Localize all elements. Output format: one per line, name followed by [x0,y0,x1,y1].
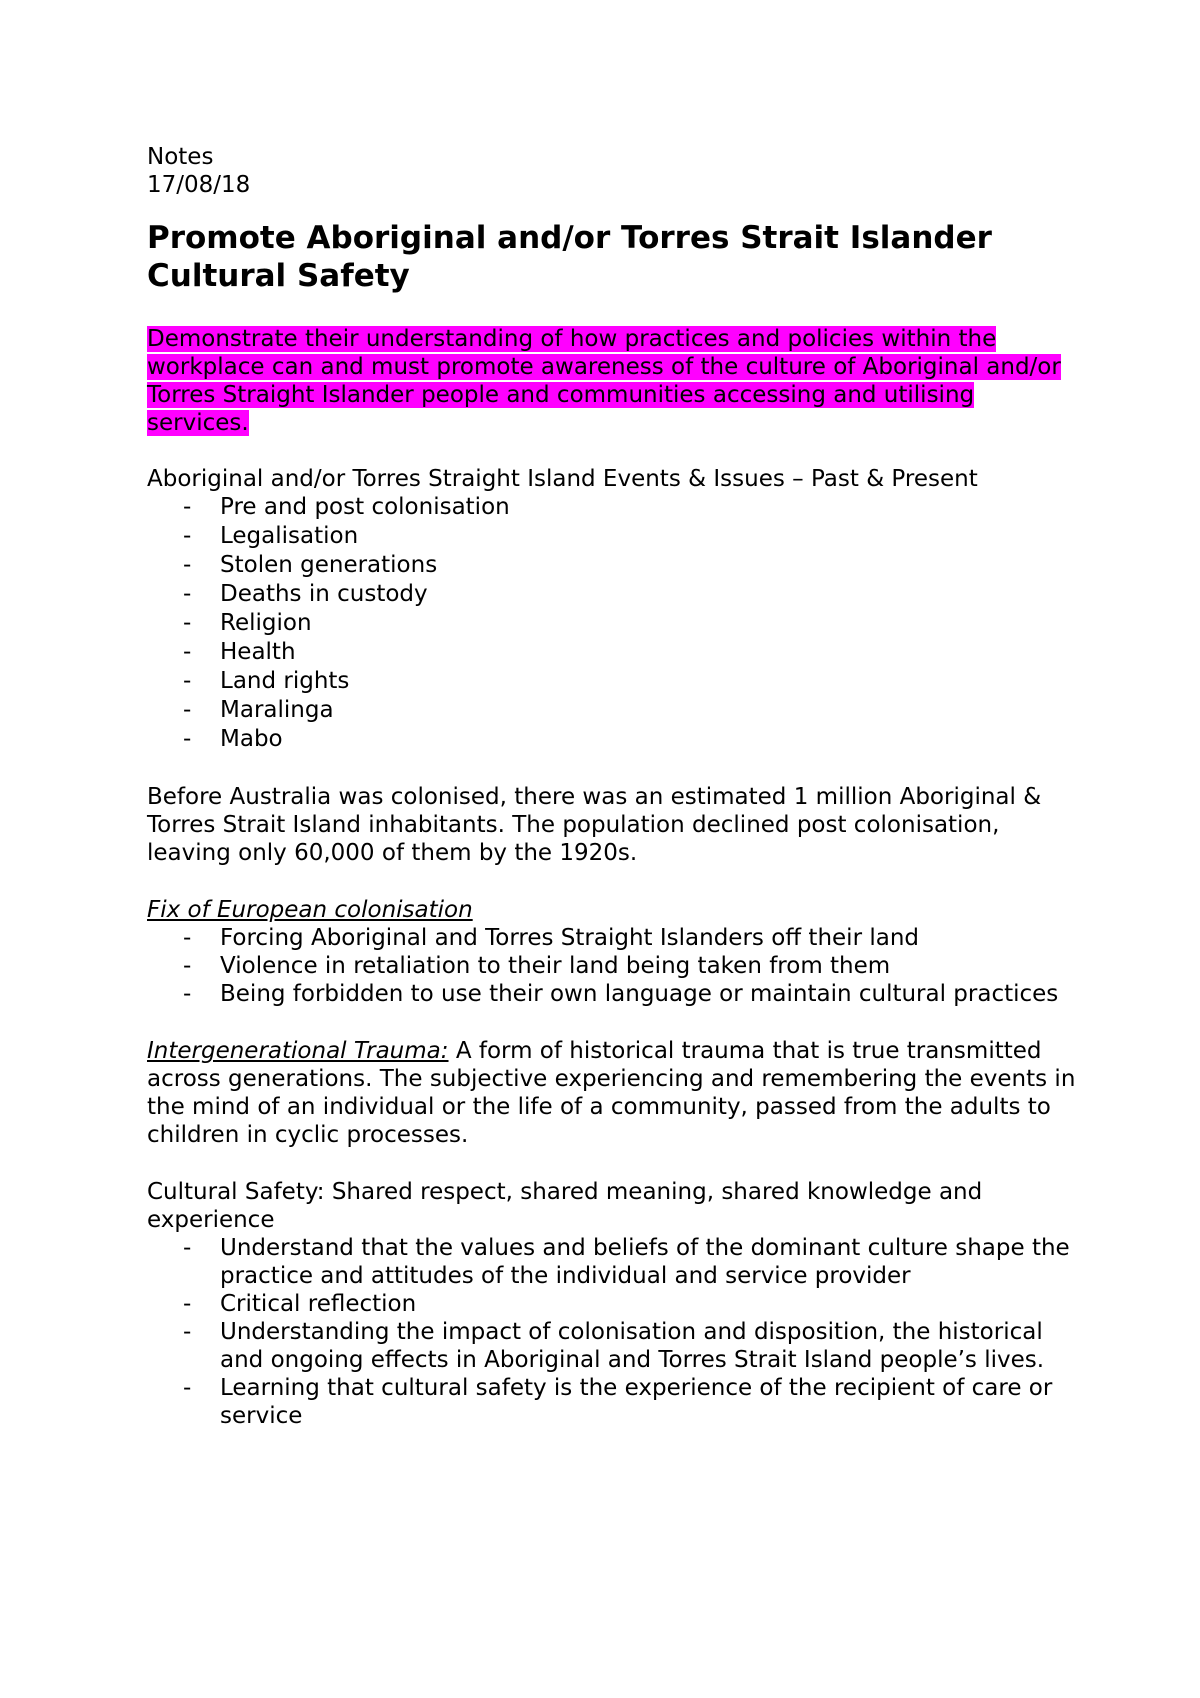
list-item-text: Pre and post colonisation [220,494,510,520]
list-item-text: Learning that cultural safety is the experience of the recipient of care or service [220,1375,1053,1429]
cultural-safety-heading: Cultural Safety: Shared respect, shared meaning, shared knowledge and experience [147,1179,983,1233]
population-paragraph: Before Australia was colonised, there was an estimated 1 million Aboriginal & Torres Strait Island inhabitants. The population declined post colonisation, leaving only 60,000 of them by the 1920s. [147,784,1042,866]
list-dash: - [183,925,192,951]
colonisation-list [147,924,1077,1008]
list-item-text: Maralinga [220,697,334,723]
list-item-text: Violence in retaliation to their land being taken from them [220,953,891,979]
list-dash: - [183,1291,192,1317]
list-dash: - [183,981,192,1007]
list-item [183,1290,1077,1318]
colonisation-heading [147,896,1077,924]
list-item-text: Forcing Aboriginal and Torres Straight Islanders off their land [220,925,919,951]
list-item [183,493,1077,522]
list-item [183,667,1077,696]
colonisation-heading-text: Fix of European colonisation [147,897,473,923]
list-dash: - [183,1375,192,1401]
list-dash: - [183,668,192,694]
list-item [183,1318,1077,1374]
list-item-text: Deaths in custody [220,581,428,607]
list-item-text: Stolen generations [220,552,438,578]
cultural-safety-list [147,1234,1077,1430]
list-item-text: Legalisation [220,523,359,549]
list-item-text: Land rights [220,668,350,694]
list-dash: - [183,523,192,549]
list-item [183,952,1077,980]
list-item [183,580,1077,609]
list-item [183,1374,1077,1430]
document-page [147,143,1077,1430]
list-item [183,1234,1077,1290]
spacer [147,754,1077,783]
list-dash: - [183,953,192,979]
spacer [147,1008,1077,1037]
list-item [183,638,1077,667]
list-item-text: Critical reflection [220,1291,417,1317]
list-item [183,551,1077,580]
trauma-text: A form of historical trauma that is true transmitted across generations. The subjective experiencing and remembering the events in the mind of an individual or the life of a community, passed from the adults to children in cyclic processes. [147,1038,1076,1148]
events-list [147,493,1077,754]
list-item-text: Being forbidden to use their own language or maintain cultural practices [220,981,1059,1007]
list-item-text: Understand that the values and beliefs of the dominant culture shape the practice and attitudes of the individual and service provider [220,1235,1070,1289]
list-item [183,725,1077,754]
notes-label: Notes [147,144,214,170]
list-dash: - [183,494,192,520]
trauma-definition [147,1037,1077,1149]
spacer [147,437,1077,465]
spacer [147,867,1077,896]
notes-date: 17/08/18 [147,172,251,198]
list-item [183,924,1077,952]
highlighted-objective [147,325,1077,437]
list-dash: - [183,581,192,607]
list-item-text: Religion [220,610,312,636]
list-dash: - [183,697,192,723]
list-item [183,980,1077,1008]
spacer [147,295,1077,325]
document-title: Promote Aboriginal and/or Torres Strait Islander Cultural Safety [147,220,992,294]
list-dash: - [183,726,192,752]
list-dash: - [183,552,192,578]
objective-highlight-text: Demonstrate their understanding of how practices and policies within the workplace can and must promote awareness of the culture of Aboriginal and/or Torres Straight Islander people and communities accessing and utilising services. [147,326,1061,436]
list-item-text: Understanding the impact of colonisation and disposition, the historical and ongoing effects in Aboriginal and Torres Strait Island people’s lives. [220,1319,1045,1373]
list-dash: - [183,1319,192,1345]
list-dash: - [183,610,192,636]
events-heading: Aboriginal and/or Torres Straight Island Events & Issues – Past & Present [147,466,978,492]
list-item [183,609,1077,638]
list-item-text: Mabo [220,726,283,752]
list-dash: - [183,1235,192,1261]
list-item [183,522,1077,551]
list-dash: - [183,639,192,665]
spacer [147,1149,1077,1178]
list-item [183,696,1077,725]
trauma-term: Intergenerational Trauma: [147,1038,449,1064]
spacer [147,199,1077,219]
list-item-text: Health [220,639,296,665]
